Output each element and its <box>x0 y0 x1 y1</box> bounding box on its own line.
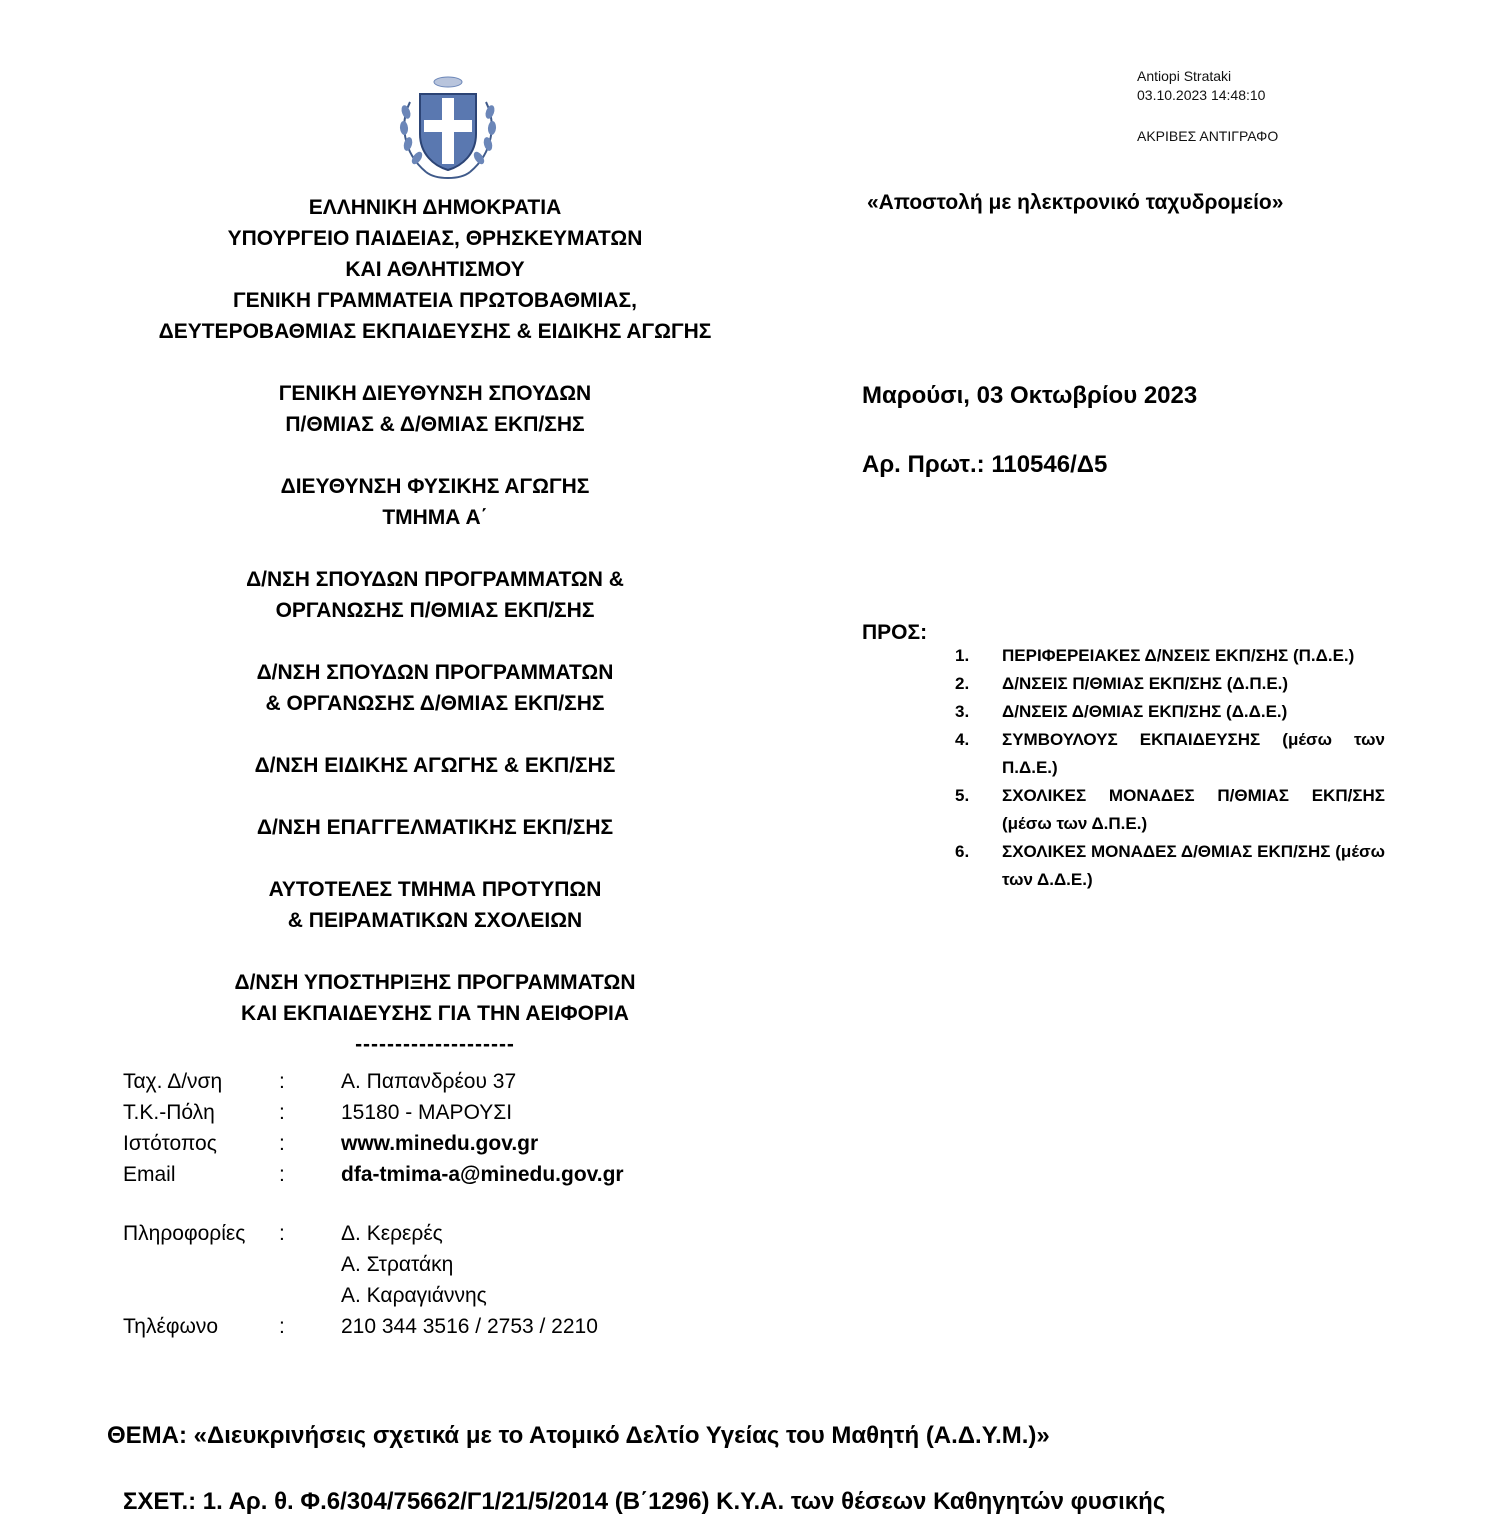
header-group <box>120 471 750 533</box>
document-date: Μαρούσι, 03 Οκτωβρίου 2023 <box>862 382 1198 409</box>
header-line: ΟΡΓΑΝΩΣΗΣ Π/ΘΜΙΑΣ ΕΚΠ/ΣΗΣ <box>275 599 595 622</box>
header-line: ΔΕΥΤΕΡΟΒΑΘΜΙΑΣ ΕΚΠΑΙΔΕΥΣΗΣ & ΕΙΔΙΚΗΣ ΑΓΩΓΗΣ <box>158 320 712 343</box>
list-item-number: 6. <box>955 842 970 861</box>
separator: : <box>279 1163 285 1186</box>
info-name: Α. Στρατάκη <box>341 1253 454 1276</box>
header-separator: -------------------- <box>355 1033 515 1056</box>
city-value: 15180 - ΜΑΡΟΥΣΙ <box>341 1101 513 1124</box>
header-line: ΚΑΙ ΑΘΛΗΤΙΣΜΟΥ <box>345 258 525 281</box>
issuing-authority-header <box>120 192 750 1091</box>
recipients-list <box>955 642 1385 894</box>
list-item-number: 4. <box>955 730 970 749</box>
header-group <box>120 750 750 781</box>
contact-details <box>123 1066 624 1342</box>
email-label: Email <box>123 1163 176 1186</box>
city-label: Τ.Κ.-Πόλη <box>123 1101 215 1124</box>
header-line: ΑΥΤΟΤΕΛΕΣ ΤΜΗΜΑ ΠΡΟΤΥΠΩΝ <box>268 878 602 901</box>
header-line: Π/ΘΜΙΑΣ & Δ/ΘΜΙΑΣ ΕΚΠ/ΣΗΣ <box>285 413 585 436</box>
list-item <box>955 698 1385 726</box>
header-group <box>120 564 750 626</box>
list-item <box>955 726 1385 782</box>
header-line: Δ/ΝΣΗ ΣΠΟΥΔΩΝ ΠΡΟΓΡΑΜΜΑΤΩΝ & <box>246 568 624 591</box>
list-item-text: ΣΧΟΛΙΚΕΣ ΜΟΝΑΔΕΣ Δ/ΘΜΙΑΣ ΕΚΠ/ΣΗΣ (μέσω των Δ.Δ.Ε.) <box>1002 842 1385 889</box>
header-line: ΕΛΛΗΝΙΚΗ ΔΗΜΟΚΡΑΤΙΑ <box>308 196 562 219</box>
spacer <box>123 1190 624 1218</box>
list-item-number: 3. <box>955 702 970 721</box>
address-row <box>123 1066 624 1097</box>
list-item-number: 1. <box>955 646 970 665</box>
empty-separator <box>279 1249 341 1280</box>
list-item-text: ΣΥΜΒΟΥΛΟΥΣ ΕΚΠΑΙΔΕΥΣΗΣ (μέσω των Π.Δ.Ε.) <box>1002 730 1385 777</box>
header-line: Δ/ΝΣΗ ΣΠΟΥΔΩΝ ΠΡΟΓΡΑΜΜΑΤΩΝ <box>256 661 614 684</box>
phone-label: Τηλέφωνο <box>123 1315 219 1338</box>
city-row <box>123 1097 624 1128</box>
empty-separator <box>279 1280 341 1311</box>
header-line: & ΟΡΓΑΝΩΣΗΣ Δ/ΘΜΙΑΣ ΕΚΠ/ΣΗΣ <box>265 692 605 715</box>
info-label: Πληροφορίες <box>123 1222 246 1245</box>
list-item-text: Δ/ΝΣΕΙΣ Π/ΘΜΙΑΣ ΕΚΠ/ΣΗΣ (Δ.Π.Ε.) <box>1002 674 1289 693</box>
recipients-label: ΠΡΟΣ: <box>862 621 928 644</box>
list-item-text: ΣΧΟΛΙΚΕΣ ΜΟΝΑΔΕΣ Π/ΘΜΙΑΣ ΕΚΠ/ΣΗΣ (μέσω των Δ.Π.Ε.) <box>1002 786 1385 833</box>
website-label: Ιστότοπος <box>123 1132 217 1155</box>
delivery-note: «Αποστολή με ηλεκτρονικό ταχυδρομείο» <box>867 191 1284 214</box>
header-line: ΓΕΝΙΚΗ ΔΙΕΥΘΥΝΣΗ ΣΠΟΥΔΩΝ <box>278 382 592 405</box>
reference-line-cut: ΣΧΕΤ.: 1. Αρ. θ. Φ.6/304/75662/Γ1/21/5/2014 (Β΄1296) Κ.Υ.Α. των θέσεων Καθηγητών φυσικής <box>123 1488 1166 1515</box>
empty-label <box>123 1280 279 1311</box>
info-name: Α. Καραγιάννης <box>341 1284 487 1307</box>
header-group <box>120 967 750 1060</box>
empty-label <box>123 1249 279 1280</box>
header-line: Δ/ΝΣΗ ΕΠΑΓΓΕΛΜΑΤΙΚΗΣ ΕΚΠ/ΣΗΣ <box>256 816 614 839</box>
signature-timestamp: 03.10.2023 14:48:10 <box>1137 87 1266 103</box>
header-line: & ΠΕΙΡΑΜΑΤΙΚΩΝ ΣΧΟΛΕΙΩΝ <box>287 909 583 932</box>
header-group <box>120 657 750 719</box>
protocol-number: Αρ. Πρωτ.: 110546/Δ5 <box>862 451 1108 478</box>
list-item-number: 5. <box>955 786 970 805</box>
separator: : <box>279 1070 285 1093</box>
separator: : <box>279 1315 285 1338</box>
greek-coat-of-arms-icon <box>392 72 504 186</box>
header-group <box>120 812 750 843</box>
subject-line: ΘΕΜΑ: «Διευκρινήσεις σχετικά με το Ατομικό Δελτίο Υγείας του Μαθητή (Α.Δ.Υ.Μ.)» <box>107 1422 1050 1449</box>
list-item <box>955 670 1385 698</box>
separator: : <box>279 1222 285 1245</box>
email-row <box>123 1159 624 1190</box>
header-line: ΥΠΟΥΡΓΕΙΟ ΠΑΙΔΕΙΑΣ, ΘΡΗΣΚΕΥΜΑΤΩΝ <box>227 227 643 250</box>
info-name: Δ. Κερερές <box>341 1222 443 1245</box>
separator: : <box>279 1132 285 1155</box>
header-line: ΚΑΙ ΕΚΠΑΙΔΕΥΣΗΣ ΓΙΑ ΤΗΝ ΑΕΙΦΟΡΙΑ <box>241 1002 629 1025</box>
header-group <box>120 874 750 936</box>
email-link[interactable]: dfa-tmima-a@minedu.gov.gr <box>341 1163 624 1186</box>
address-value: Α. Παπανδρέου 37 <box>341 1070 517 1093</box>
list-item-text: ΠΕΡΙΦΕΡΕΙΑΚΕΣ Δ/ΝΣΕΙΣ ΕΚΠ/ΣΗΣ (Π.Δ.Ε.) <box>1002 646 1355 665</box>
header-line: Δ/ΝΣΗ ΥΠΟΣΤΗΡΙΞΗΣ ΠΡΟΓΡΑΜΜΑΤΩΝ <box>234 971 636 994</box>
list-item <box>955 782 1385 838</box>
digital-signature <box>1137 67 1278 146</box>
list-item <box>955 838 1385 894</box>
signer-name: Antiopi Strataki <box>1137 68 1232 84</box>
phone-value: 210 344 3516 / 2753 / 2210 <box>341 1315 598 1338</box>
header-line: ΓΕΝΙΚΗ ΓΡΑΜΜΑΤΕΙΑ ΠΡΩΤΟΒΑΘΜΙΑΣ, <box>233 289 637 312</box>
header-line: Δ/ΝΣΗ ΕΙΔΙΚΗΣ ΑΓΩΓΗΣ & ΕΚΠ/ΣΗΣ <box>254 754 616 777</box>
list-item-text: Δ/ΝΣΕΙΣ Δ/ΘΜΙΑΣ ΕΚΠ/ΣΗΣ (Δ.Δ.Ε.) <box>1002 702 1288 721</box>
phone-row <box>123 1311 624 1342</box>
certified-copy-label: ΑΚΡΙΒΕΣ ΑΝΤΙΓΡΑΦΟ <box>1137 128 1279 144</box>
info-row <box>123 1249 624 1280</box>
address-label: Ταχ. Δ/νση <box>123 1070 223 1093</box>
website-link[interactable]: www.minedu.gov.gr <box>341 1132 539 1155</box>
separator: : <box>279 1101 285 1124</box>
info-row <box>123 1280 624 1311</box>
header-line: ΤΜΗΜΑ Α΄ <box>382 506 488 529</box>
info-row <box>123 1218 624 1249</box>
list-item <box>955 642 1385 670</box>
header-group <box>120 192 750 347</box>
header-group <box>120 378 750 440</box>
header-line: ΔΙΕΥΘΥΝΣΗ ΦΥΣΙΚΗΣ ΑΓΩΓΗΣ <box>280 475 590 498</box>
website-row <box>123 1128 624 1159</box>
list-item-number: 2. <box>955 674 970 693</box>
